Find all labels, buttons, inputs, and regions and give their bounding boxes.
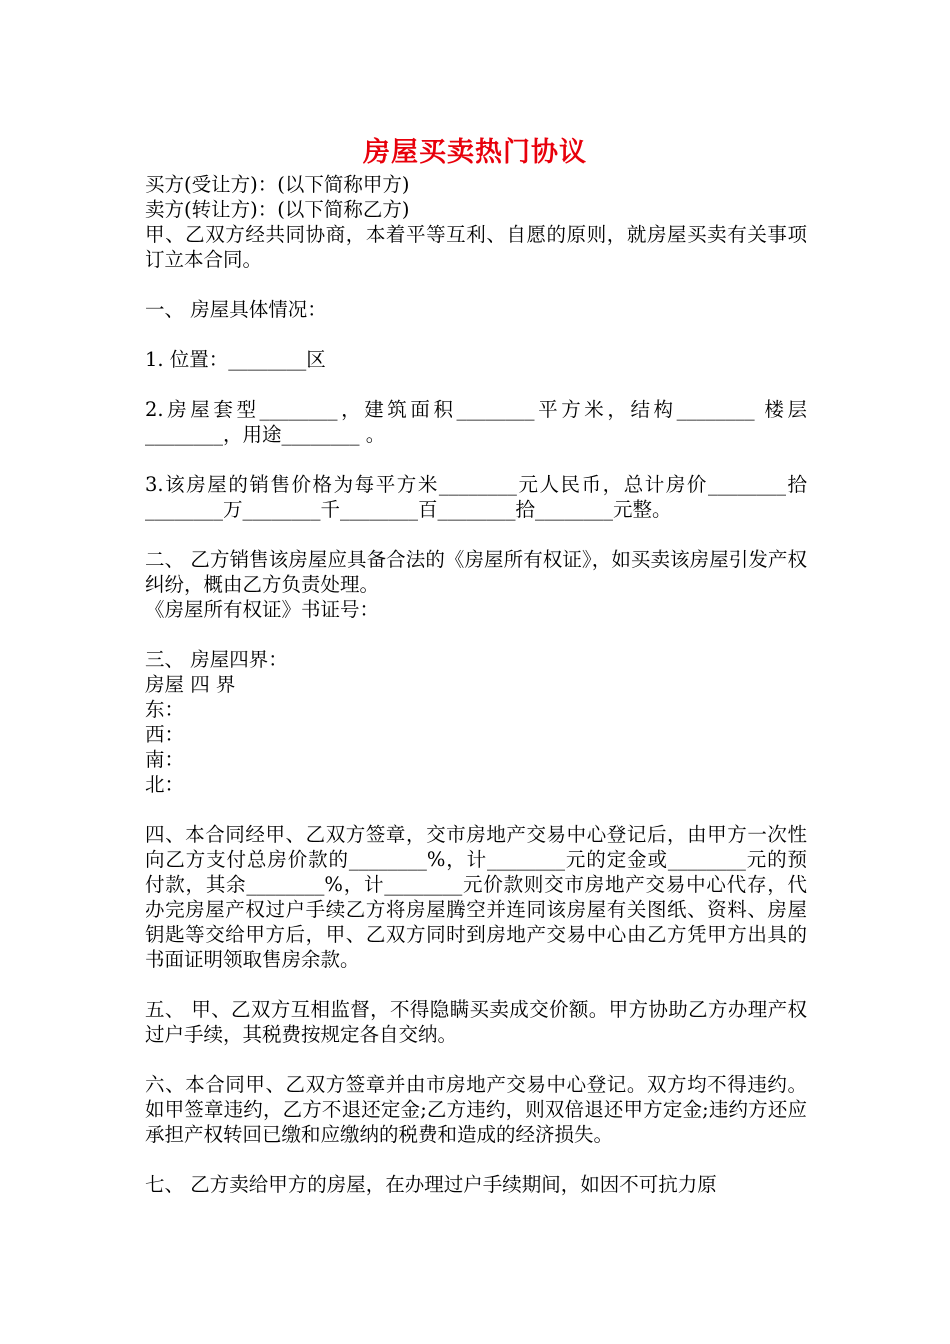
boundary-west: 西： xyxy=(145,723,185,746)
boundary-east: 东： xyxy=(145,698,185,721)
section-3-heading: 三、 房屋四界： xyxy=(145,648,288,671)
item-3-price: 3.该房屋的销售价格为每平方米________元人民币，总计房价________拾________万________千________百________拾________元整。 xyxy=(145,473,807,521)
section-5-paragraph: 五、 甲、乙双方互相监督，不得隐瞒买卖成交价额。甲方协助乙方办理产权过户手续，其税费按规定各自交纳。 xyxy=(145,998,807,1046)
boundaries-header: 房屋 四 界 xyxy=(145,673,236,696)
buyer-line: 买方(受让方)：(以下简称甲方) xyxy=(145,173,410,196)
certificate-number-line: 《房屋所有权证》书证号： xyxy=(145,598,380,621)
item-1-location: 1. 位置：________区 xyxy=(145,348,326,371)
section-7-paragraph: 七、 乙方卖给甲方的房屋，在办理过户手续期间，如因不可抗力原 xyxy=(145,1173,717,1196)
section-4-paragraph: 四、本合同经甲、乙双方签章，交市房地产交易中心登记后，由甲方一次性向乙方支付总房价款的________%，计________元的定金或________元的预付款，其余________%，计________元价款则交市房地产交易中心代存，代办完房屋产权过户手续乙方将房屋腾空并连同该房屋有关图纸、资料、房屋钥匙等交给甲方后，甲、乙双方同时到房地产交易中心由乙方凭甲方出具的书面证明领取售房余款。 xyxy=(145,823,807,971)
section-6-paragraph: 六、本合同甲、乙双方签章并由市房地产交易中心登记。双方均不得违约。如甲签章违约，乙方不退还定金;乙方违约，则双倍退还甲方定金;违约方还应承担产权转回已缴和应缴纳的税费和造成的经济损失。 xyxy=(145,1073,807,1146)
section-2-paragraph: 二、 乙方销售该房屋应具备合法的《房屋所有权证》，如买卖该房屋引发产权纠纷，概由乙方负责处理。 xyxy=(145,548,807,596)
seller-line: 卖方(转让方)：(以下简称乙方) xyxy=(145,198,410,221)
item-2-house-type: 2.房屋套型________，建筑面积________平方米，结构________ 楼层________，用途________ 。 xyxy=(145,398,807,446)
boundary-south: 南： xyxy=(145,748,185,771)
section-1-heading: 一、 房屋具体情况： xyxy=(145,298,327,321)
document-body xyxy=(145,172,807,1197)
document-title: 房屋买卖热门协议 xyxy=(363,137,587,168)
boundary-north: 北： xyxy=(145,773,185,796)
preamble-paragraph: 甲、乙双方经共同协商，本着平等互利、自愿的原则，就房屋买卖有关事项订立本合同。 xyxy=(145,223,807,271)
